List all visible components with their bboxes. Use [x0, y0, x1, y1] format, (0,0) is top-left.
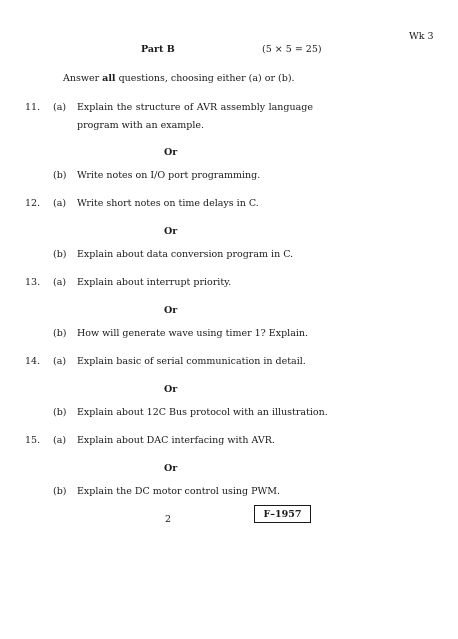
instruction-bold: all: [102, 73, 116, 84]
option-a-label: (a): [53, 277, 67, 288]
instruction-prefix: Answer: [63, 73, 103, 84]
or-separator: Or: [164, 226, 178, 237]
question-text: Explain about DAC interfacing with AVR.: [77, 435, 275, 446]
question-text: program with an example.: [77, 120, 204, 131]
or-separator: Or: [164, 384, 178, 395]
question-number: 12.: [25, 198, 41, 209]
question-text: Explain about interrupt priority.: [77, 277, 232, 288]
or-separator: Or: [164, 147, 178, 158]
question-text: Explain the structure of AVR assembly language: [77, 102, 313, 113]
question-text: Write short notes on time delays in C.: [77, 198, 259, 209]
option-b-label: (b): [53, 486, 67, 497]
option-a-label: (a): [53, 356, 67, 367]
option-b-label: (b): [53, 328, 67, 339]
page-number: 2: [165, 514, 172, 525]
paper-code-box: F–1957: [254, 505, 311, 523]
question-number: 14.: [25, 356, 41, 367]
or-separator: Or: [164, 463, 178, 474]
option-a-label: (a): [53, 198, 67, 209]
question-text: Explain about 12C Bus protocol with an illustration.: [77, 407, 328, 418]
option-b-label: (b): [53, 249, 67, 260]
option-a-label: (a): [53, 435, 67, 446]
question-number: 15.: [25, 435, 41, 446]
or-separator: Or: [164, 305, 178, 316]
question-text: Explain about data conversion program in C.: [77, 249, 294, 260]
question-number: 13.: [25, 277, 41, 288]
question-number: 11.: [25, 102, 41, 113]
question-text: How will generate wave using timer 1? Explain.: [77, 328, 309, 339]
option-a-label: (a): [53, 102, 67, 113]
section-marks: (5 × 5 = 25): [262, 44, 322, 55]
header-code: Wk 3: [409, 31, 434, 42]
section-instruction: [63, 73, 295, 84]
option-b-label: (b): [53, 170, 67, 181]
option-b-label: (b): [53, 407, 67, 418]
question-text: Explain the DC motor control using PWM.: [77, 486, 281, 497]
instruction-suffix: questions, choosing either (a) or (b).: [115, 73, 295, 84]
question-text: Explain basic of serial communication in detail.: [77, 356, 306, 367]
question-text: Write notes on I/O port programming.: [77, 170, 261, 181]
section-title: Part B: [141, 44, 175, 55]
